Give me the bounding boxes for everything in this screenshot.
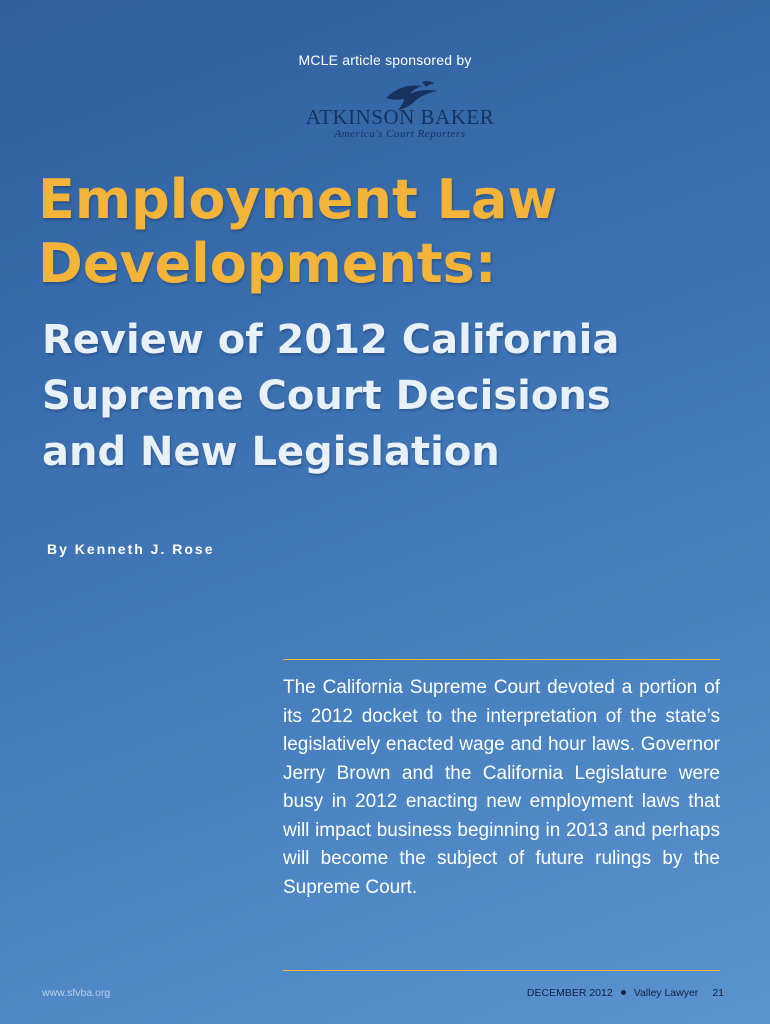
sponsor-logo xyxy=(290,78,510,144)
bullet-icon xyxy=(621,990,626,995)
sponsor-brand: ATKINSON BAKER xyxy=(305,105,495,129)
footer-date: DECEMBER 2012 xyxy=(526,987,613,999)
article-title xyxy=(38,168,758,296)
subtitle-line: Review of 2012 California xyxy=(42,317,620,363)
author-byline: By Kenneth J. Rose xyxy=(47,541,215,557)
page-number: 21 xyxy=(712,987,724,999)
intro-paragraph: The California Supreme Court devoted a portion of its 2012 docket to the interpretation of the state’s legislatively enacted wage and hour laws. Governor Jerry Brown and the California Legislature were busy in 2012 enacting new employment laws that will impact business beginning in 2013 and perhaps will become the subject of future rulings by the Supreme Court. xyxy=(283,677,720,898)
article-subtitle xyxy=(42,312,762,480)
footer-issue xyxy=(527,987,724,999)
title-line: Employment Law xyxy=(38,168,558,231)
subtitle-line: and New Legislation xyxy=(42,429,500,475)
divider-bottom xyxy=(283,970,720,971)
footer-website: www.sfvba.org xyxy=(42,987,111,999)
sponsor-label: MCLE article sponsored by xyxy=(298,52,472,68)
sponsor-tagline: America's Court Reporters xyxy=(334,128,466,140)
divider-top xyxy=(283,659,720,660)
title-line: Developments: xyxy=(38,232,497,295)
footer-publication: Valley Lawyer xyxy=(633,987,699,999)
subtitle-line: Supreme Court Decisions xyxy=(42,373,611,419)
